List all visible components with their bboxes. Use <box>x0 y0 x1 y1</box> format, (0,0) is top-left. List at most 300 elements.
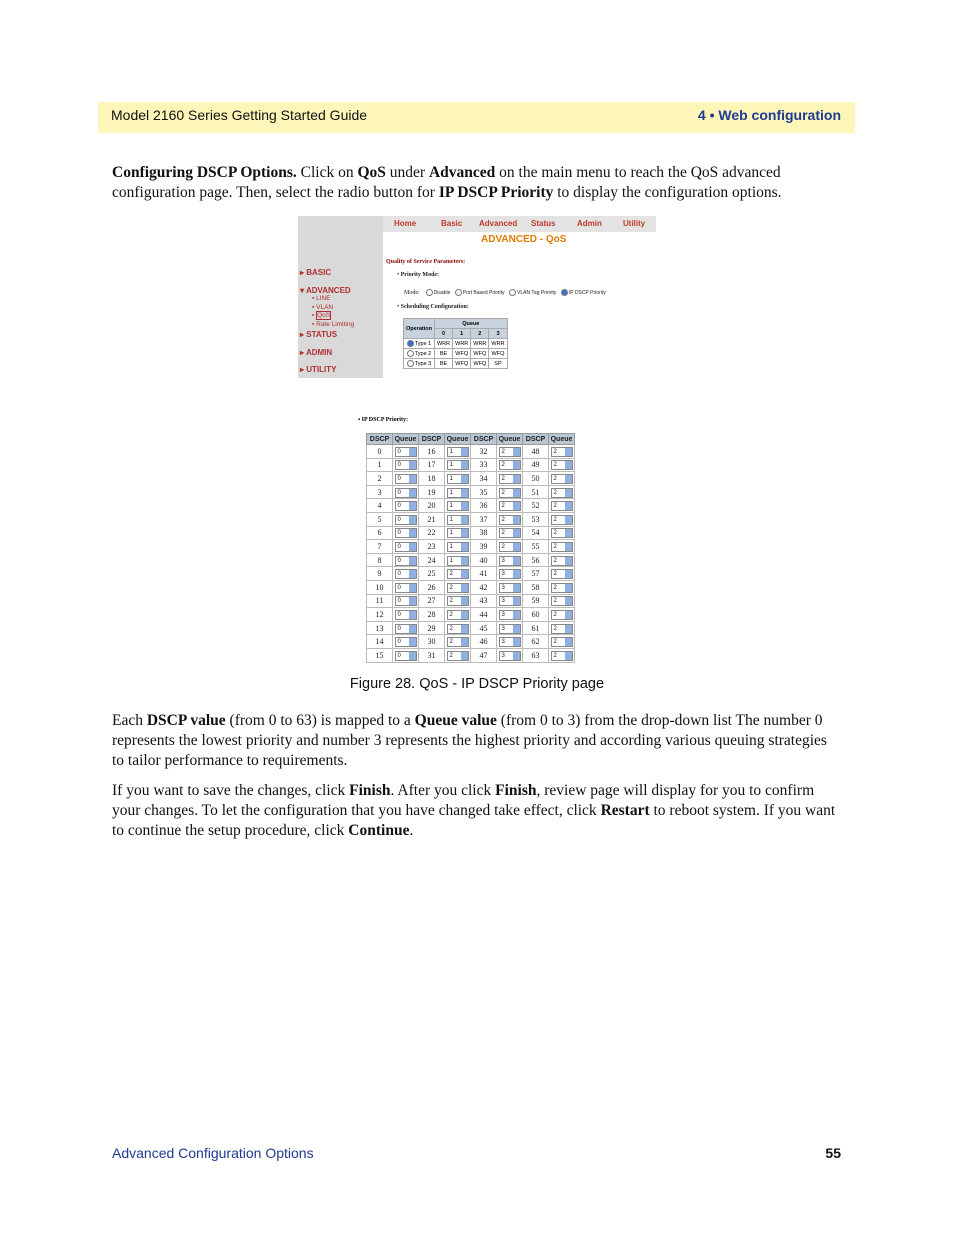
dscp-value: 25 <box>419 567 445 581</box>
queue-select[interactable]: 3 <box>499 583 521 593</box>
dropdown-arrow-icon <box>513 529 520 537</box>
dropdown-arrow-icon <box>461 597 468 605</box>
queue-cell <box>445 485 471 499</box>
dscp-value: 51 <box>523 485 549 499</box>
submenu-line[interactable]: ▪ LINE <box>312 295 331 302</box>
dscp-value: 59 <box>523 594 549 608</box>
queue-select[interactable]: 2 <box>499 474 521 484</box>
queue-select[interactable]: 2 <box>447 583 469 593</box>
table-row <box>367 445 575 459</box>
dropdown-arrow-icon <box>461 502 468 510</box>
queue-cell <box>393 648 419 662</box>
dscp-value: 52 <box>523 499 549 513</box>
dropdown-arrow-icon <box>461 489 468 497</box>
queue-cell <box>549 445 575 459</box>
queue-cell <box>445 594 471 608</box>
dropdown-arrow-icon <box>513 584 520 592</box>
queue-cell <box>445 553 471 567</box>
dscp-value: 5 <box>367 512 393 526</box>
queue-select[interactable]: 1 <box>447 556 469 566</box>
dropdown-arrow-icon <box>565 502 572 510</box>
queue-cell <box>549 635 575 649</box>
dropdown-arrow-icon <box>565 584 572 592</box>
figure-caption: Figure 28. QoS - IP DSCP Priority page <box>349 676 605 692</box>
nav-status[interactable]: Status <box>531 219 556 228</box>
table-row <box>367 608 575 622</box>
queue-cell <box>393 540 419 554</box>
dropdown-arrow-icon <box>461 638 468 646</box>
col-header: DSCP <box>471 434 497 445</box>
submenu-vlan[interactable]: ▪ VLAN <box>312 304 334 311</box>
queue-cell <box>393 499 419 513</box>
dscp-value: 23 <box>419 540 445 554</box>
dscp-value: 53 <box>523 512 549 526</box>
queue-select[interactable]: 3 <box>499 651 521 661</box>
table-row <box>367 485 575 499</box>
mapping-paragraph: Each DSCP value (from 0 to 63) is mapped to a Queue value (from 0 to 3) from the drop-down list The number 0 represents the lowest priority and number 3 represents the highest priority and according various queuing strategies to tailor performance to requirements. <box>112 712 827 769</box>
queue-select[interactable]: 3 <box>499 637 521 647</box>
menu-utility[interactable]: ▸ UTILITY <box>300 365 337 374</box>
queue-cell <box>393 621 419 635</box>
radio-disable[interactable] <box>426 289 433 296</box>
sched-row-type2: Type 2 BE WFQ WFQ WFQ <box>404 349 508 359</box>
dropdown-arrow-icon <box>409 543 416 551</box>
queue-select[interactable]: 3 <box>499 569 521 579</box>
dscp-value: 8 <box>367 553 393 567</box>
dropdown-arrow-icon <box>513 502 520 510</box>
dropdown-arrow-icon <box>461 557 468 565</box>
queue-select[interactable]: 1 <box>447 528 469 538</box>
dropdown-arrow-icon <box>565 543 572 551</box>
queue-cell <box>445 567 471 581</box>
queue-select[interactable]: 2 <box>551 596 573 606</box>
dscp-value: 7 <box>367 540 393 554</box>
dropdown-arrow-icon <box>409 516 416 524</box>
queue-select[interactable]: 3 <box>499 556 521 566</box>
dscp-value: 57 <box>523 567 549 581</box>
sched-row-type1: Type 1 WRR WRR WRR WRR <box>404 339 508 349</box>
dscp-value: 0 <box>367 445 393 459</box>
dscp-value: 50 <box>523 472 549 486</box>
table-row <box>367 472 575 486</box>
queue-cell <box>393 458 419 472</box>
queue-cell <box>497 499 523 513</box>
queue-select[interactable]: 3 <box>499 624 521 634</box>
dropdown-arrow-icon <box>461 543 468 551</box>
queue-cell <box>549 540 575 554</box>
queue-cell <box>393 485 419 499</box>
dropdown-arrow-icon <box>461 611 468 619</box>
queue-cell <box>497 567 523 581</box>
dropdown-arrow-icon <box>513 475 520 483</box>
dscp-value: 37 <box>471 512 497 526</box>
table-row <box>367 621 575 635</box>
dropdown-arrow-icon <box>565 475 572 483</box>
dropdown-arrow-icon <box>461 625 468 633</box>
dropdown-arrow-icon <box>513 543 520 551</box>
queue-select[interactable]: 2 <box>447 651 469 661</box>
queue-cell <box>497 472 523 486</box>
chapter-title: 4 • Web configuration <box>697 107 841 123</box>
dscp-value: 6 <box>367 526 393 540</box>
queue-select[interactable]: 2 <box>551 501 573 511</box>
queue-cell <box>445 621 471 635</box>
queue-select[interactable]: 2 <box>447 624 469 634</box>
dscp-value: 17 <box>419 458 445 472</box>
dropdown-arrow-icon <box>565 529 572 537</box>
queue-cell <box>445 580 471 594</box>
queue-select[interactable]: 2 <box>499 542 521 552</box>
menu-admin[interactable]: ▸ ADMIN <box>300 348 333 357</box>
table-row <box>367 594 575 608</box>
dropdown-arrow-icon <box>461 529 468 537</box>
top-nav <box>383 216 656 232</box>
col-header: Queue <box>393 434 419 445</box>
dscp-value: 40 <box>471 553 497 567</box>
dropdown-arrow-icon <box>461 584 468 592</box>
queue-select[interactable]: 1 <box>447 460 469 470</box>
queue-cell <box>549 621 575 635</box>
table-row <box>367 580 575 594</box>
dropdown-arrow-icon <box>409 597 416 605</box>
col-header: DSCP <box>419 434 445 445</box>
queue-cell <box>549 458 575 472</box>
queue-select[interactable]: 0 <box>395 474 417 484</box>
guide-title: Model 2160 Series Getting Started Guide <box>111 107 368 123</box>
radio-port-based[interactable] <box>455 289 462 296</box>
queue-select[interactable]: 0 <box>395 556 417 566</box>
dscp-value: 35 <box>471 485 497 499</box>
dscp-value: 34 <box>471 472 497 486</box>
menu-status[interactable]: ▸ STATUS <box>300 330 338 339</box>
queue-cell <box>549 553 575 567</box>
dscp-value: 15 <box>367 648 393 662</box>
dropdown-arrow-icon <box>409 584 416 592</box>
dropdown-arrow-icon <box>513 638 520 646</box>
dropdown-arrow-icon <box>565 448 572 456</box>
qos-screenshot <box>298 216 656 378</box>
dscp-value: 63 <box>523 648 549 662</box>
mode-row: Mode: Disable Port Based Priority VLAN Tag Priority IP DSCP Priority <box>404 289 606 296</box>
queue-cell <box>445 648 471 662</box>
queue-select[interactable]: 1 <box>447 488 469 498</box>
queue-cell <box>549 485 575 499</box>
queue-select[interactable]: 2 <box>551 488 573 498</box>
nav-admin[interactable]: Admin <box>577 219 602 228</box>
queue-select[interactable]: 2 <box>447 610 469 620</box>
queue-cell <box>445 472 471 486</box>
dropdown-arrow-icon <box>461 516 468 524</box>
dscp-value: 33 <box>471 458 497 472</box>
dscp-value: 27 <box>419 594 445 608</box>
queue-select[interactable]: 2 <box>499 488 521 498</box>
queue-select[interactable]: 2 <box>447 569 469 579</box>
dropdown-arrow-icon <box>409 461 416 469</box>
queue-cell <box>497 648 523 662</box>
queue-cell <box>445 608 471 622</box>
queue-cell <box>497 526 523 540</box>
queue-select[interactable]: 0 <box>395 610 417 620</box>
queue-cell <box>497 635 523 649</box>
queue-select[interactable]: 2 <box>551 528 573 538</box>
queue-select[interactable]: 0 <box>395 488 417 498</box>
intro-paragraph: Configuring DSCP Options. Click on QoS under Advanced on the main menu to reach the QoS advanced configuration page. Then, select the radio button for IP DSCP Priority to display the configuration options. <box>112 164 782 201</box>
dscp-value: 3 <box>367 485 393 499</box>
dscp-value: 39 <box>471 540 497 554</box>
menu-advanced[interactable]: ▾ ADVANCED <box>300 286 351 295</box>
dscp-value: 46 <box>471 635 497 649</box>
dscp-value: 44 <box>471 608 497 622</box>
dscp-value: 20 <box>419 499 445 513</box>
radio-type1[interactable] <box>407 340 414 347</box>
queue-select[interactable]: 2 <box>551 460 573 470</box>
table-row <box>367 540 575 554</box>
queue-select[interactable]: 2 <box>499 460 521 470</box>
queue-select[interactable]: 2 <box>551 651 573 661</box>
queue-cell <box>497 594 523 608</box>
dropdown-arrow-icon <box>461 652 468 660</box>
dropdown-arrow-icon <box>513 570 520 578</box>
submenu-qos[interactable]: ▪ QoS <box>312 312 331 319</box>
queue-select[interactable]: 2 <box>447 596 469 606</box>
nav-utility[interactable]: Utility <box>623 219 646 228</box>
page-number: 55 <box>825 1145 841 1161</box>
queue-select[interactable]: 2 <box>499 501 521 511</box>
queue-select[interactable]: 3 <box>499 596 521 606</box>
queue-cell <box>393 567 419 581</box>
dscp-value: 13 <box>367 621 393 635</box>
table-row <box>367 567 575 581</box>
queue-cell <box>549 608 575 622</box>
queue-cell <box>497 445 523 459</box>
dscp-value: 45 <box>471 621 497 635</box>
dscp-value: 16 <box>419 445 445 459</box>
dscp-value: 41 <box>471 567 497 581</box>
queue-cell <box>445 445 471 459</box>
dropdown-arrow-icon <box>409 489 416 497</box>
dscp-value: 10 <box>367 580 393 594</box>
queue-select[interactable]: 0 <box>395 596 417 606</box>
queue-select[interactable]: 1 <box>447 542 469 552</box>
dropdown-arrow-icon <box>513 625 520 633</box>
col-header: DSCP <box>367 434 393 445</box>
nav-advanced[interactable]: Advanced <box>479 219 518 228</box>
dscp-value: 56 <box>523 553 549 567</box>
table-row <box>367 635 575 649</box>
queue-select[interactable]: 2 <box>551 515 573 525</box>
queue-select[interactable]: 2 <box>499 515 521 525</box>
table-row <box>367 553 575 567</box>
dscp-value: 60 <box>523 608 549 622</box>
queue-cell <box>549 526 575 540</box>
dropdown-arrow-icon <box>409 529 416 537</box>
dscp-value: 36 <box>471 499 497 513</box>
queue-select[interactable]: 3 <box>499 610 521 620</box>
queue-cell <box>497 458 523 472</box>
queue-cell <box>445 458 471 472</box>
queue-select[interactable]: 2 <box>551 569 573 579</box>
queue-cell <box>497 553 523 567</box>
nav-home[interactable]: Home <box>394 219 417 228</box>
queue-select[interactable]: 0 <box>395 447 417 457</box>
queue-cell <box>445 540 471 554</box>
queue-cell <box>445 635 471 649</box>
dropdown-arrow-icon <box>461 448 468 456</box>
queue-select[interactable]: 2 <box>447 637 469 647</box>
queue-cell <box>497 512 523 526</box>
dscp-value: 29 <box>419 621 445 635</box>
dropdown-arrow-icon <box>409 652 416 660</box>
dropdown-arrow-icon <box>513 461 520 469</box>
queue-cell <box>393 472 419 486</box>
queue-cell <box>549 648 575 662</box>
radio-ip-dscp[interactable] <box>561 289 568 296</box>
queue-select[interactable]: 0 <box>395 583 417 593</box>
dropdown-arrow-icon <box>565 638 572 646</box>
dscp-value: 31 <box>419 648 445 662</box>
dropdown-arrow-icon <box>565 570 572 578</box>
dscp-value: 22 <box>419 526 445 540</box>
queue-cell <box>497 485 523 499</box>
queue-select[interactable]: 2 <box>551 447 573 457</box>
dropdown-arrow-icon <box>409 475 416 483</box>
queue-select[interactable]: 1 <box>447 515 469 525</box>
queue-select[interactable]: 2 <box>499 528 521 538</box>
queue-cell <box>393 512 419 526</box>
dropdown-arrow-icon <box>409 611 416 619</box>
table-row <box>367 648 575 662</box>
table-row <box>367 526 575 540</box>
dscp-value: 21 <box>419 512 445 526</box>
dscp-value: 18 <box>419 472 445 486</box>
col-header: Queue <box>549 434 575 445</box>
queue-cell <box>393 608 419 622</box>
dropdown-arrow-icon <box>461 570 468 578</box>
dropdown-arrow-icon <box>565 461 572 469</box>
finish-paragraph: If you want to save the changes, click Finish. After you click Finish, review page will display for you to confirm your changes. To let the configuration that you have changed take effect, click Restart to reboot system. If you want to continue the setup procedure, click Continue. <box>112 782 836 839</box>
queue-select[interactable]: 2 <box>551 556 573 566</box>
queue-cell <box>393 580 419 594</box>
scheduling-table: Operation Queue 0 1 2 3 Type 1 WRR WRR WRR WRR Type 2 BE WFQ WFQ WFQ Type 3 BE WFQ WFQ SP <box>403 318 508 369</box>
dscp-value: 54 <box>523 526 549 540</box>
dscp-section-label: ▪ IP DSCP Priority: <box>358 417 408 423</box>
queue-select[interactable]: 2 <box>551 624 573 634</box>
queue-select[interactable]: 0 <box>395 624 417 634</box>
nav-basic[interactable]: Basic <box>441 219 463 228</box>
queue-select[interactable]: 2 <box>499 447 521 457</box>
queue-select[interactable]: 0 <box>395 460 417 470</box>
dscp-value: 14 <box>367 635 393 649</box>
queue-select[interactable]: 1 <box>447 501 469 511</box>
radio-type3[interactable] <box>407 360 414 367</box>
qos-section-title: Quality of Service Parameters: <box>386 259 466 265</box>
dscp-value: 9 <box>367 567 393 581</box>
dropdown-arrow-icon <box>565 516 572 524</box>
dscp-value: 43 <box>471 594 497 608</box>
queue-cell <box>549 594 575 608</box>
queue-cell <box>393 553 419 567</box>
dscp-value: 62 <box>523 635 549 649</box>
dscp-value: 38 <box>471 526 497 540</box>
dropdown-arrow-icon <box>409 557 416 565</box>
dscp-value: 1 <box>367 458 393 472</box>
dscp-value: 32 <box>471 445 497 459</box>
dscp-value: 61 <box>523 621 549 635</box>
queue-cell <box>497 580 523 594</box>
queue-cell <box>393 445 419 459</box>
dscp-value: 26 <box>419 580 445 594</box>
queue-select[interactable]: 2 <box>551 583 573 593</box>
queue-cell <box>497 608 523 622</box>
page-header <box>98 102 855 133</box>
col-header: DSCP <box>523 434 549 445</box>
queue-cell <box>393 594 419 608</box>
dscp-value: 2 <box>367 472 393 486</box>
dropdown-arrow-icon <box>409 625 416 633</box>
dropdown-arrow-icon <box>565 557 572 565</box>
queue-select[interactable]: 1 <box>447 447 469 457</box>
queue-cell <box>445 499 471 513</box>
dropdown-arrow-icon <box>409 638 416 646</box>
queue-cell <box>549 512 575 526</box>
queue-select[interactable]: 2 <box>551 542 573 552</box>
queue-cell <box>549 580 575 594</box>
dropdown-arrow-icon <box>513 516 520 524</box>
dscp-value: 47 <box>471 648 497 662</box>
dropdown-arrow-icon <box>461 461 468 469</box>
dscp-value: 48 <box>523 445 549 459</box>
col-header: Queue <box>445 434 471 445</box>
submenu-rate-limiting[interactable]: ▪ Rate Limiting <box>312 321 355 328</box>
queue-cell <box>497 621 523 635</box>
dscp-value: 58 <box>523 580 549 594</box>
dscp-priority-table <box>366 433 575 663</box>
queue-cell <box>549 567 575 581</box>
dscp-value: 24 <box>419 553 445 567</box>
dscp-value: 49 <box>523 458 549 472</box>
dropdown-arrow-icon <box>565 489 572 497</box>
queue-select[interactable]: 0 <box>395 528 417 538</box>
dropdown-arrow-icon <box>513 557 520 565</box>
dscp-value: 12 <box>367 608 393 622</box>
queue-select[interactable]: 1 <box>447 474 469 484</box>
scheduling-label: • Scheduling Configuration: <box>397 304 469 310</box>
dscp-value: 42 <box>471 580 497 594</box>
queue-select[interactable]: 0 <box>395 569 417 579</box>
queue-select[interactable]: 2 <box>551 637 573 647</box>
queue-cell <box>445 512 471 526</box>
queue-select[interactable]: 0 <box>395 637 417 647</box>
queue-select[interactable]: 0 <box>395 651 417 661</box>
priority-mode-label: • Priority Mode: <box>397 272 440 278</box>
radio-type2[interactable] <box>407 350 414 357</box>
dropdown-arrow-icon <box>513 489 520 497</box>
queue-select[interactable]: 0 <box>395 542 417 552</box>
dscp-value: 30 <box>419 635 445 649</box>
footer-section: Advanced Configuration Options <box>112 1145 314 1161</box>
queue-select[interactable]: 0 <box>395 501 417 511</box>
dscp-value: 28 <box>419 608 445 622</box>
menu-basic[interactable]: ▸ BASIC <box>300 268 332 277</box>
queue-select[interactable]: 2 <box>551 474 573 484</box>
queue-select[interactable]: 2 <box>551 610 573 620</box>
col-header: Queue <box>497 434 523 445</box>
dropdown-arrow-icon <box>461 475 468 483</box>
table-row <box>367 499 575 513</box>
dropdown-arrow-icon <box>409 448 416 456</box>
queue-select[interactable]: 0 <box>395 515 417 525</box>
radio-vlan-tag[interactable] <box>509 289 516 296</box>
